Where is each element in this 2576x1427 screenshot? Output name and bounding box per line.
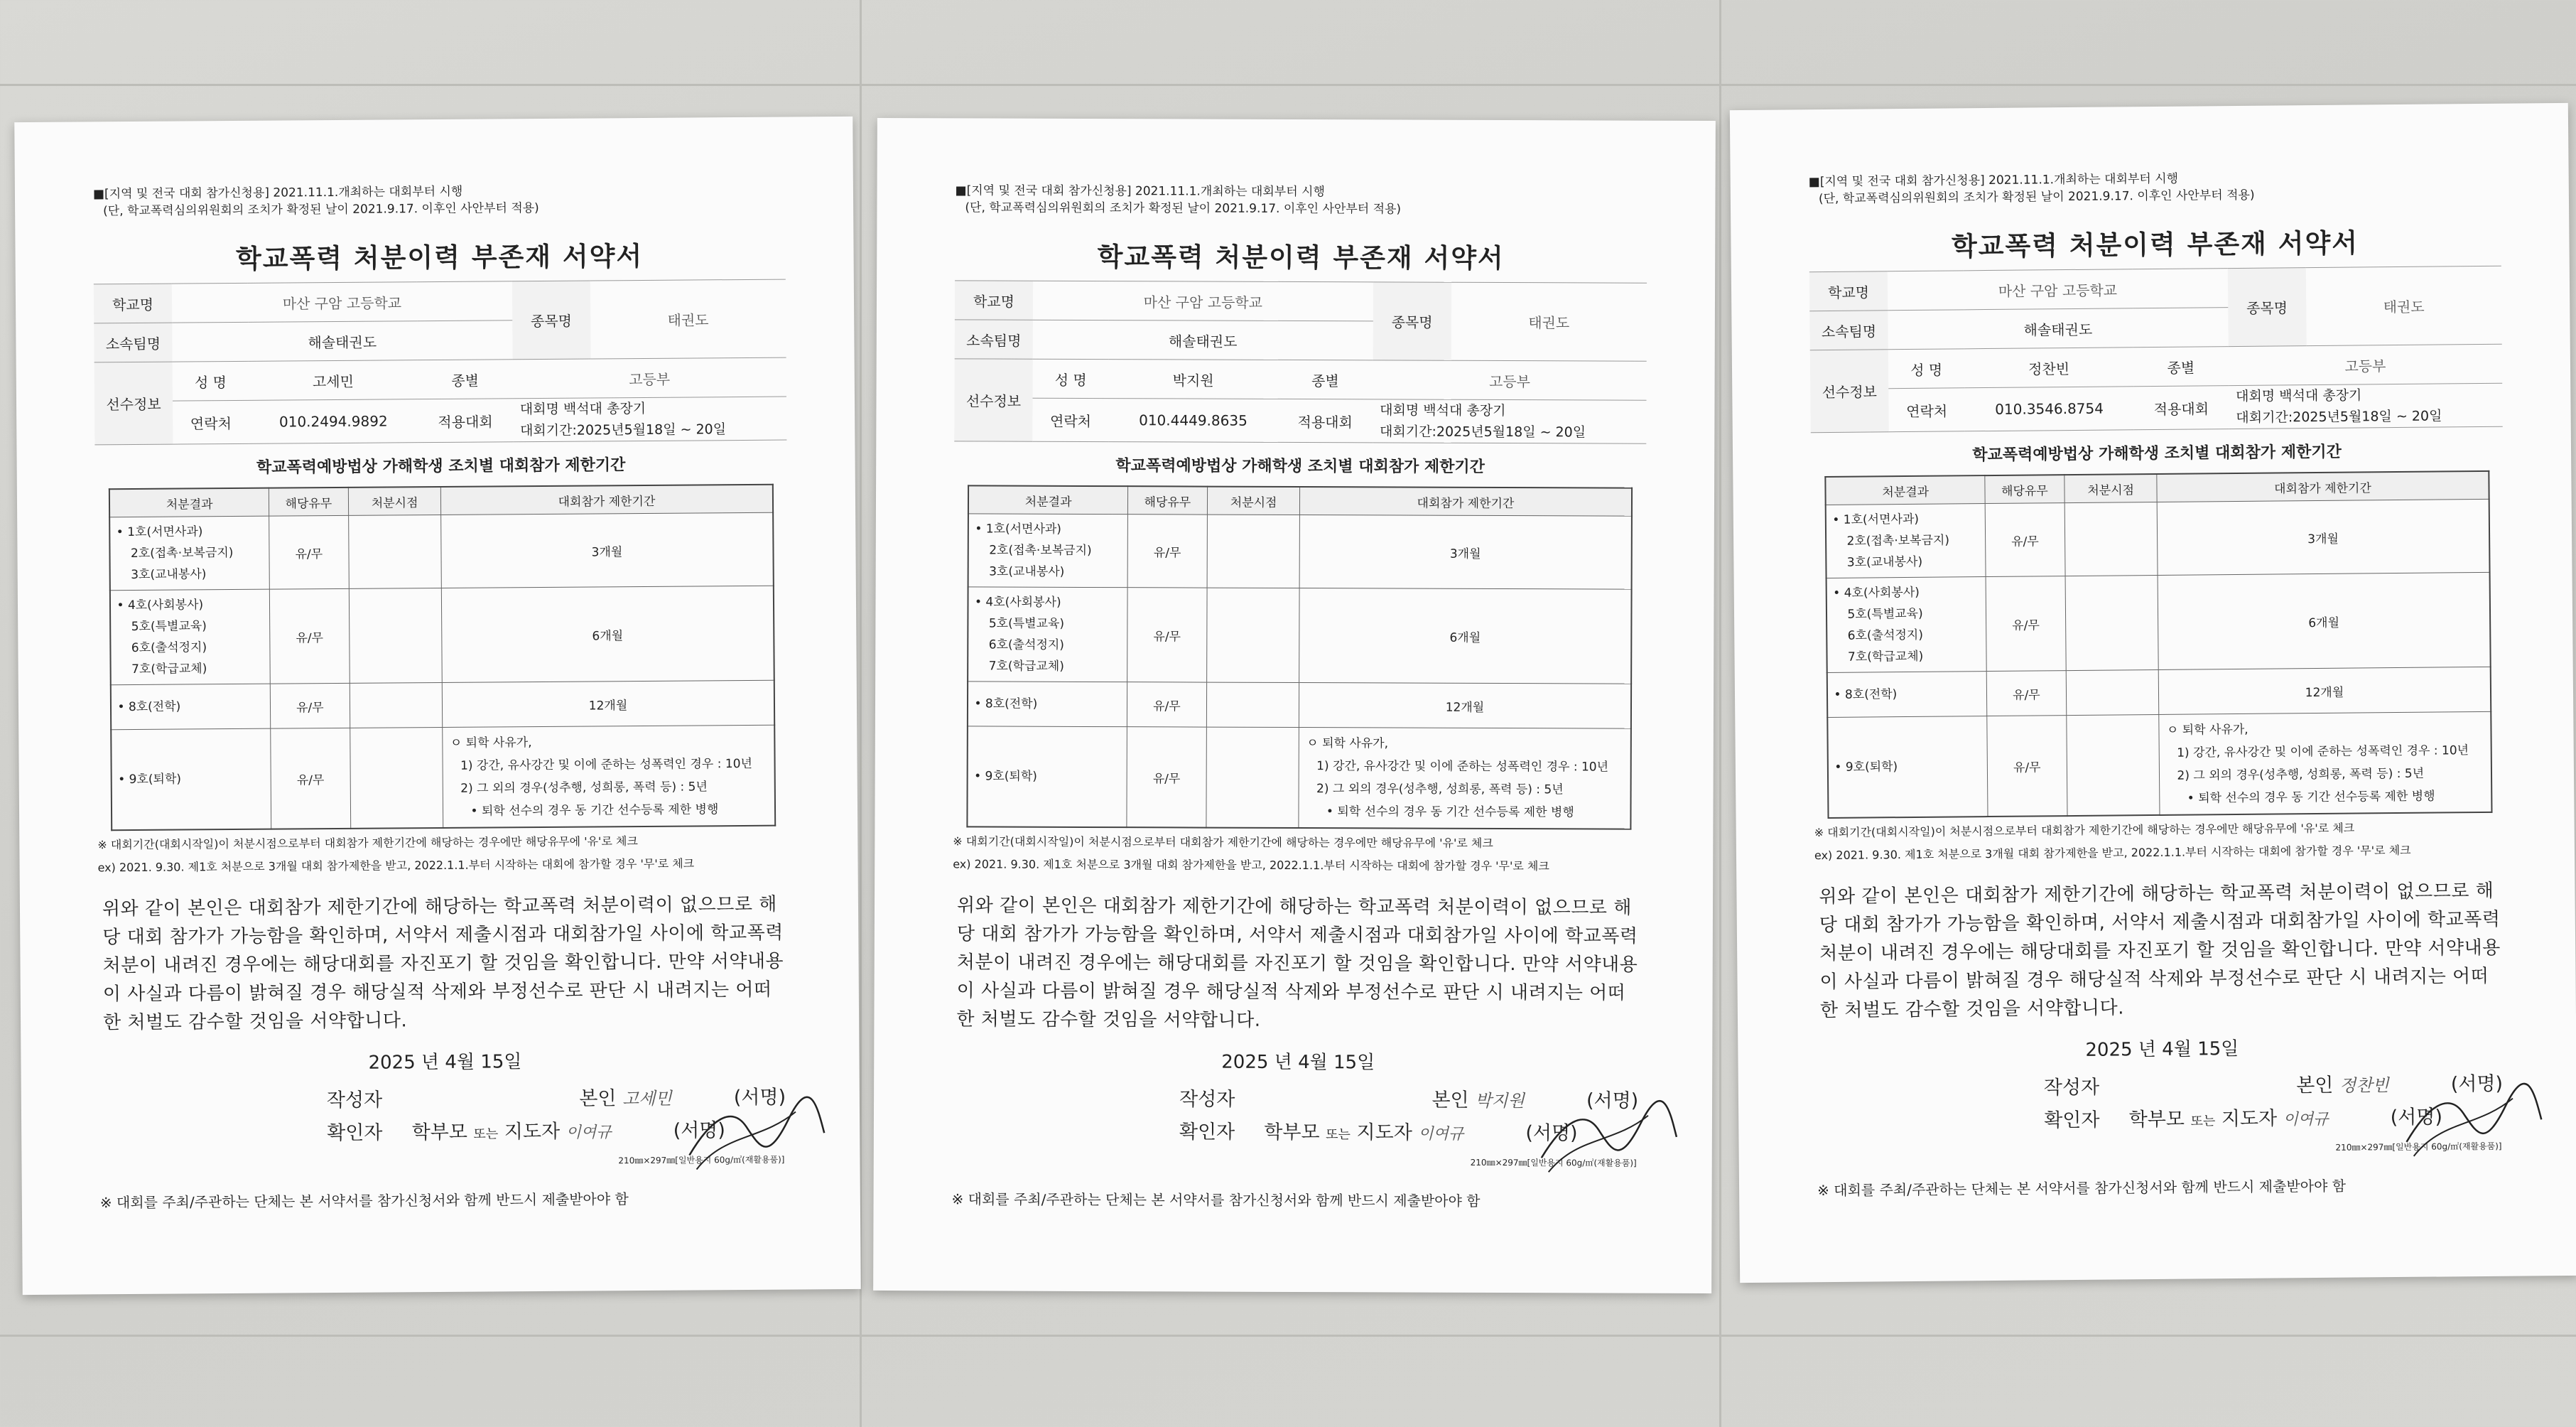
result-line: 5호(특별교육)	[988, 616, 1065, 631]
penalty-result	[968, 514, 1127, 588]
parent-label: 학부모	[411, 1121, 467, 1144]
event-label: 종목명	[2228, 268, 2307, 347]
event-label: 종목명	[1373, 282, 1451, 360]
penalty-row	[1827, 667, 2491, 717]
penalty-header: 처분시점	[2064, 474, 2158, 503]
yn-checkbox[interactable]: 유/무	[269, 515, 350, 589]
name-label: 성 명	[1033, 359, 1109, 398]
form-header-line2: (단, 학교폭력심의위원회의 조치가 확정된 날이 2021.9.17. 이후인 사안부터 적용)	[1818, 188, 2255, 207]
penalty-result	[110, 589, 270, 685]
form-header-line1: ■[지역 및 전국 대회 참가신청용] 2021.11.1.개최하는 대회부터 시행	[92, 184, 463, 202]
penalty-time-cell[interactable]	[1206, 588, 1299, 682]
competition-value	[1373, 399, 1646, 443]
penalty-result	[968, 726, 1127, 827]
competition-label: 적용대회	[418, 399, 513, 443]
period-line: 2) 그 외의 경우(성추행, 성희롱, 폭력 등) : 5년	[1316, 782, 1564, 797]
category-label: 종별	[1277, 360, 1373, 399]
form-title: 학교폭력 처분이력 부존재 서약서	[1951, 227, 2359, 262]
yn-checkbox[interactable]: 유/무	[1986, 576, 2066, 672]
school-label: 학교명	[1809, 271, 1888, 311]
result-line: 2호(접촉·보복금지)	[130, 546, 234, 561]
yn-checkbox[interactable]: 유/무	[270, 683, 350, 728]
penalty-row	[968, 514, 1631, 589]
school-value: 마산 구암 고등학교	[1033, 281, 1373, 321]
penalty-subtitle: 학교폭력예방법상 가해학생 조치별 대회참가 제한기간	[1972, 443, 2342, 465]
result-line: 2호(접촉·보복금지)	[989, 543, 1092, 559]
yn-checkbox[interactable]: 유/무	[1986, 671, 2066, 716]
yn-checkbox[interactable]: 유/무	[1127, 515, 1207, 588]
player-info-table	[94, 279, 787, 446]
penalty-result	[968, 587, 1127, 682]
competition-period: 대회기간:2025년5월18일 ~ 20일	[2236, 408, 2442, 426]
coach-label: 지도자	[1356, 1121, 1412, 1144]
competition-period: 대회기간:2025년5월18일 ~ 20일	[1380, 424, 1586, 441]
player-info-label: 선수정보	[94, 362, 173, 445]
category-label: 종별	[417, 360, 512, 399]
category-value: 고등부	[2228, 344, 2502, 385]
penalty-header: 대회참가 제한기간	[441, 485, 773, 515]
penalty-result	[1827, 577, 1986, 673]
penalty-result	[1826, 504, 1986, 578]
penalty-time-cell[interactable]	[2065, 575, 2159, 670]
sign-label: (서명)	[1525, 1122, 1578, 1145]
result-line: • 1호(서면사과)	[975, 522, 1061, 537]
writer-label: 작성자	[1179, 1088, 1235, 1111]
restriction-period: 6개월	[442, 586, 774, 682]
result-line: 3호(교내봉사)	[989, 564, 1065, 579]
pledge-text: 위와 같이 본인은 대회참가 제한기간에 해당하는 학교폭력 처분이력이 없으므로 해당 대회 참가가 가능함을 확인하며, 서약서 제출시점과 대회참가일 사이에 학교폭력 처분이 내려진 경우에는 해당대회를 자진포기 할 것임을 확인합니다. 만약 서약내용이 사실과 다름이 밝혀질 경우 해당실적 삭제와 부정선수로 판단 시 내려지는 어떠한 처벌도 감수할 것임을 서약합니다.	[102, 893, 784, 1034]
sign-label: (서명)	[1586, 1089, 1639, 1112]
paper-spec: 210㎜×297㎜[일반용지 60g/㎡(재활용품)]	[618, 1154, 785, 1166]
period-line: • 퇴학 선수의 경우 동 기간 선수등록 제한 병행	[2187, 789, 2435, 806]
penalty-subtitle: 학교폭력예방법상 가해학생 조치별 대회참가 제한기간	[1115, 457, 1485, 476]
coach-handwritten-name: 이여규	[2283, 1110, 2329, 1129]
yn-checkbox[interactable]: 유/무	[1127, 682, 1206, 727]
period-line: • 퇴학 선수의 경우 동 기간 선수등록 제한 병행	[470, 802, 719, 819]
or-label: 또는	[473, 1126, 499, 1142]
note-line1: ※ 대회기간(대회시작일)이 처분시점으로부터 대회참가 제한기간에 해당하는 경우에만 해당유무에 '유'로 체크	[953, 834, 1493, 850]
penalty-header: 처분시점	[1207, 487, 1300, 515]
player-info-table	[1809, 266, 2503, 433]
result-line: 7호(학급교체)	[131, 662, 207, 677]
note-line1: ※ 대회기간(대회시작일)이 처분시점으로부터 대회참가 제한기간에 해당하는 경우에만 해당유무에 '유'로 체크	[97, 834, 638, 852]
competition-label: 적용대회	[2133, 386, 2229, 430]
restriction-period: 12개월	[1299, 683, 1631, 729]
form-title: 학교폭력 처분이력 부존재 서약서	[1097, 242, 1505, 274]
pledge-sheet-1	[14, 117, 860, 1295]
yn-checkbox[interactable]: 유/무	[1987, 716, 2067, 817]
penalty-header: 대회참가 제한기간	[1300, 487, 1632, 516]
yn-checkbox[interactable]: 유/무	[271, 728, 351, 829]
handwritten-signature	[1535, 1094, 1684, 1180]
result-line: • 9호(퇴학)	[118, 772, 182, 787]
floor-tile-line	[0, 1335, 2576, 1337]
pledge-text: 위와 같이 본인은 대회참가 제한기간에 해당하는 학교폭력 처분이력이 없으므로 해당 대회 참가가 가능함을 확인하며, 서약서 제출시점과 대회참가일 사이에 학교폭력 처분이 내려진 경우에는 해당대회를 자진포기 할 것임을 확인합니다. 만약 서약내용이 사실과 다름이 밝혀질 경우 해당실적 삭제와 부정선수로 판단 시 내려지는 어떠한 처벌도 감수할 것임을 서약합니다.	[1819, 880, 2501, 1022]
yn-checkbox[interactable]: 유/무	[1127, 588, 1207, 682]
penalty-table	[109, 484, 775, 831]
team-label: 소속팀명	[94, 323, 172, 362]
penalty-header: 처분결과	[109, 488, 269, 517]
penalty-header: 해당유무	[269, 488, 348, 516]
school-label: 학교명	[955, 281, 1033, 320]
competition-name: 대회명 백석대 총장기	[2236, 387, 2362, 404]
note-line2: ex) 2021. 9.30. 제1호 처분으로 3개월 대회 참가제한을 받고, 2022.1.1.부터 시작하는 대회에 참가할 경우 '무'로 체크	[953, 857, 1549, 873]
restriction-period	[1299, 728, 1630, 829]
restriction-period: 3개월	[1300, 515, 1632, 590]
pledge-sheet-3	[1730, 103, 2576, 1283]
note-line1: ※ 대회기간(대회시작일)이 처분시점으로부터 대회참가 제한기간에 해당하는 경우에만 해당유무에 '유'로 체크	[1814, 821, 2355, 840]
floor-tile-line	[1719, 0, 1721, 1427]
event-label: 종목명	[512, 281, 591, 360]
pledge-date: 2025 년 4월 15일	[2085, 1038, 2239, 1061]
competition-period: 대회기간:2025년5월18일 ~ 20일	[519, 421, 727, 439]
self-label: 본인	[2296, 1074, 2334, 1097]
self-handwritten-name: 정찬빈	[2339, 1075, 2389, 1096]
restriction-period: 6개월	[1299, 588, 1631, 684]
penalty-result	[968, 682, 1127, 727]
restriction-period: 3개월	[441, 512, 773, 588]
restriction-period	[443, 725, 775, 828]
penalty-header: 해당유무	[1985, 475, 2064, 503]
event-value: 태권도	[2306, 266, 2502, 345]
competition-label: 적용대회	[1277, 399, 1373, 442]
or-label: 또는	[2190, 1114, 2216, 1129]
penalty-result	[1828, 716, 1988, 818]
category-label: 종별	[2133, 347, 2229, 387]
period-line: 1) 강간, 유사강간 및 이에 준하는 성폭력인 경우 : 10년	[1316, 759, 1609, 775]
penalty-row	[112, 725, 775, 830]
result-line: 3호(교내봉사)	[131, 567, 207, 583]
footer-note: ※ 대회를 주최/주관하는 단체는 본 서약서를 참가신청서와 함께 반드시 제출받아야 함	[951, 1190, 1481, 1210]
period-line: 2) 그 외의 경우(성추행, 성희롱, 폭력 등) : 5년	[460, 780, 708, 796]
penalty-row	[111, 680, 774, 730]
yn-checkbox[interactable]: 유/무	[1127, 727, 1206, 828]
penalty-time-cell[interactable]	[1206, 727, 1299, 828]
pledge-date: 2025 년 4월 15일	[368, 1051, 522, 1074]
result-line: • 4호(사회봉사)	[117, 598, 204, 613]
result-line: • 1호(서면사과)	[1832, 512, 1920, 527]
result-line: 3호(교내봉사)	[1846, 554, 1923, 570]
penalty-row	[968, 682, 1630, 728]
period-line: ㅇ 퇴학 사유가,	[1306, 736, 1389, 751]
result-line: 6호(출석정지)	[131, 640, 207, 656]
note-line2: ex) 2021. 9.30. 제1호 처분으로 3개월 대회 참가제한을 받고, 2022.1.1.부터 시작하는 대회에 참가할 경우 '무'로 체크	[97, 856, 695, 875]
penalty-row	[1828, 711, 2491, 818]
penalty-time-cell[interactable]	[350, 727, 444, 828]
self-handwritten-name: 고세민	[622, 1088, 672, 1109]
coach-label: 지도자	[504, 1120, 561, 1143]
floor-tile-line	[0, 84, 2576, 86]
result-line: 5호(특별교육)	[1847, 606, 1923, 622]
contact-value: 010.2494.9892	[249, 399, 418, 444]
penalty-time-cell[interactable]	[348, 515, 441, 588]
penalty-header: 해당유무	[1127, 486, 1207, 515]
school-label: 학교명	[94, 284, 172, 323]
note-line2: ex) 2021. 9.30. 제1호 처분으로 3개월 대회 참가제한을 받고, 2022.1.1.부터 시작하는 대회에 참가할 경우 '무'로 체크	[1814, 843, 2411, 863]
penalty-time-cell[interactable]	[1207, 515, 1300, 588]
competition-value	[513, 397, 787, 442]
result-line: • 4호(사회봉사)	[974, 595, 1061, 610]
period-line: ㅇ 퇴학 사유가,	[450, 736, 532, 750]
penalty-result	[112, 728, 271, 830]
name-label: 성 명	[173, 361, 249, 401]
form-header-line2: (단, 학교폭력심의위원회의 조치가 확정된 날이 2021.9.17. 이후인 사안부터 적용)	[965, 200, 1402, 217]
result-line: • 9호(퇴학)	[974, 769, 1037, 784]
contact-label: 연락처	[173, 400, 249, 444]
paper-spec: 210㎜×297㎜[일반용지 60g/㎡(재활용품)]	[2335, 1141, 2502, 1153]
period-line: 2) 그 외의 경우(성추행, 성희롱, 폭력 등) : 5년	[2177, 766, 2425, 783]
parent-label: 학부모	[2128, 1108, 2185, 1131]
competition-value	[2229, 383, 2503, 429]
event-value: 태권도	[1451, 282, 1647, 361]
competition-name: 대회명 백석대 총장기	[1380, 402, 1506, 419]
pledge-sheet-2	[873, 118, 1716, 1293]
result-line: 5호(특별교육)	[131, 619, 207, 635]
self-handwritten-name: 박지원	[1475, 1090, 1525, 1111]
coach-label: 지도자	[2221, 1107, 2278, 1131]
name-value: 정찬빈	[1964, 348, 2133, 388]
result-line: • 8호(전학)	[974, 696, 1038, 711]
period-line: 1) 강간, 유사강간 및 이에 준하는 성폭력인 경우 : 10년	[460, 756, 752, 773]
form-header-line1: ■[지역 및 전국 대회 참가신청용] 2021.11.1.개최하는 대회부터 시행	[1808, 171, 2179, 190]
player-info-label: 선수정보	[1810, 350, 1889, 433]
pledge-date: 2025 년 4월 15일	[1221, 1051, 1375, 1074]
competition-name: 대회명 백석대 총장기	[519, 400, 646, 418]
contact-value: 010.3546.8754	[1965, 387, 2134, 431]
self-label: 본인	[1432, 1089, 1469, 1111]
penalty-header: 대회참가 제한기간	[2157, 471, 2489, 502]
team-label: 소속팀명	[955, 320, 1033, 359]
yn-checkbox[interactable]: 유/무	[269, 588, 350, 684]
penalty-row	[968, 726, 1631, 829]
sign-label: (서명)	[673, 1119, 725, 1142]
writer-label: 작성자	[326, 1089, 383, 1112]
penalty-header: 처분결과	[1826, 475, 1985, 505]
result-line: 6호(출석정지)	[1847, 628, 1924, 643]
contact-label: 연락처	[1888, 388, 1965, 432]
yn-checkbox[interactable]: 유/무	[1985, 503, 2065, 577]
penalty-time-cell[interactable]	[350, 682, 443, 728]
penalty-row	[1827, 572, 2490, 672]
restriction-period: 12개월	[2159, 667, 2491, 714]
paper-spec: 210㎜×297㎜[일반용지 60g/㎡(재활용품)]	[1470, 1157, 1637, 1168]
result-line: 6호(출석정지)	[988, 637, 1065, 652]
result-line: 7호(학급교체)	[1847, 649, 1924, 664]
penalty-result	[110, 516, 270, 591]
result-line: • 4호(사회봉사)	[1833, 585, 1920, 601]
category-value: 고등부	[1373, 360, 1646, 400]
form-title: 학교폭력 처분이력 부존재 서약서	[235, 240, 644, 274]
confirmer-label: 확인자	[2044, 1109, 2100, 1132]
self-label: 본인	[579, 1087, 617, 1110]
penalty-row	[110, 512, 774, 591]
sign-label: (서명)	[2450, 1072, 2504, 1096]
name-value: 고세민	[249, 360, 418, 401]
footer-note: ※ 대회를 주최/주관하는 단체는 본 서약서를 참가신청서와 함께 반드시 제출받아야 함	[99, 1190, 629, 1212]
player-info-label: 선수정보	[954, 359, 1032, 441]
coach-handwritten-name: 이여규	[1418, 1125, 1464, 1143]
penalty-time-cell[interactable]	[2066, 669, 2159, 715]
penalty-header: 처분시점	[348, 487, 441, 515]
contact-value: 010.4449.8635	[1109, 399, 1278, 443]
penalty-result	[1827, 672, 1986, 718]
team-value: 해솔태권도	[1033, 320, 1373, 360]
restriction-period: 3개월	[2158, 499, 2489, 575]
handwritten-signature	[2399, 1077, 2549, 1163]
penalty-result	[111, 684, 270, 730]
restriction-period: 12개월	[443, 680, 774, 727]
school-value: 마산 구암 고등학교	[172, 281, 512, 323]
result-line: 7호(학급교체)	[988, 659, 1064, 674]
penalty-header: 처분결과	[968, 485, 1127, 514]
category-value: 고등부	[512, 357, 786, 399]
footer-note: ※ 대회를 주최/주관하는 단체는 본 서약서를 참가신청서와 함께 반드시 제출받아야 함	[1817, 1177, 2347, 1200]
penalty-row	[1826, 499, 2489, 578]
result-line: • 1호(서면사과)	[116, 524, 203, 540]
period-line: ㅇ 퇴학 사유가,	[2166, 722, 2248, 738]
name-value: 박지원	[1109, 360, 1278, 399]
contact-label: 연락처	[1032, 398, 1108, 441]
team-value: 해솔태권도	[172, 321, 512, 362]
penalty-time-cell[interactable]	[1206, 682, 1299, 727]
handwritten-signature	[682, 1090, 832, 1176]
sign-label: (서명)	[733, 1086, 786, 1109]
coach-handwritten-name: 이여규	[565, 1124, 612, 1142]
restriction-period	[2159, 711, 2491, 815]
name-label: 성 명	[1888, 349, 1965, 389]
event-value: 태권도	[590, 279, 786, 359]
period-line: 1) 강간, 유사강간 및 이에 준하는 성폭력인 경우 : 10년	[2177, 743, 2469, 760]
period-line: • 퇴학 선수의 경우 동 기간 선수등록 제한 병행	[1326, 804, 1574, 820]
penalty-time-cell[interactable]	[349, 588, 443, 683]
penalty-table	[1825, 470, 2492, 819]
result-line: • 8호(전학)	[117, 699, 181, 715]
confirmer-label: 확인자	[1179, 1121, 1235, 1143]
form-header-line1: ■[지역 및 전국 대회 참가신청용] 2021.11.1.개최하는 대회부터 시행	[955, 183, 1325, 200]
penalty-row	[110, 586, 774, 685]
team-label: 소속팀명	[1809, 311, 1888, 350]
or-label: 또는	[1326, 1127, 1351, 1143]
result-line: • 8호(전학)	[1834, 687, 1898, 702]
penalty-time-cell[interactable]	[2064, 502, 2158, 576]
parent-label: 학부모	[1264, 1121, 1320, 1144]
penalty-row	[968, 587, 1631, 684]
pledge-text: 위와 같이 본인은 대회참가 제한기간에 해당하는 학교폭력 처분이력이 없으므로 해당 대회 참가가 가능함을 확인하며, 서약서 제출시점과 대회참가일 사이에 학교폭력 처분이 내려진 경우에는 해당대회를 자진포기 할 것임을 확인합니다. 만약 서약내용이 사실과 다름이 밝혀질 경우 해당실적 삭제와 부정선수로 판단 시 내려지는 어떠한 처벌도 감수할 것임을 서약합니다.	[956, 895, 1638, 1031]
result-line: • 9호(퇴학)	[1834, 760, 1898, 775]
penalty-subtitle: 학교폭력예방법상 가해학생 조치별 대회참가 제한기간	[256, 456, 626, 477]
result-line: 2호(접촉·보복금지)	[1846, 533, 1950, 549]
penalty-table	[967, 485, 1633, 829]
team-value: 해솔태권도	[1888, 308, 2228, 350]
school-value: 마산 구암 고등학교	[1888, 269, 2228, 311]
player-info-table	[954, 280, 1647, 443]
sign-label: (서명)	[2390, 1106, 2443, 1129]
penalty-time-cell[interactable]	[2067, 714, 2160, 816]
writer-label: 작성자	[2043, 1076, 2100, 1099]
restriction-period: 6개월	[2158, 572, 2491, 669]
form-header-line2: (단, 학교폭력심의위원회의 조치가 확정된 날이 2021.9.17. 이후인 사안부터 적용)	[103, 200, 539, 219]
confirmer-label: 확인자	[327, 1121, 383, 1145]
